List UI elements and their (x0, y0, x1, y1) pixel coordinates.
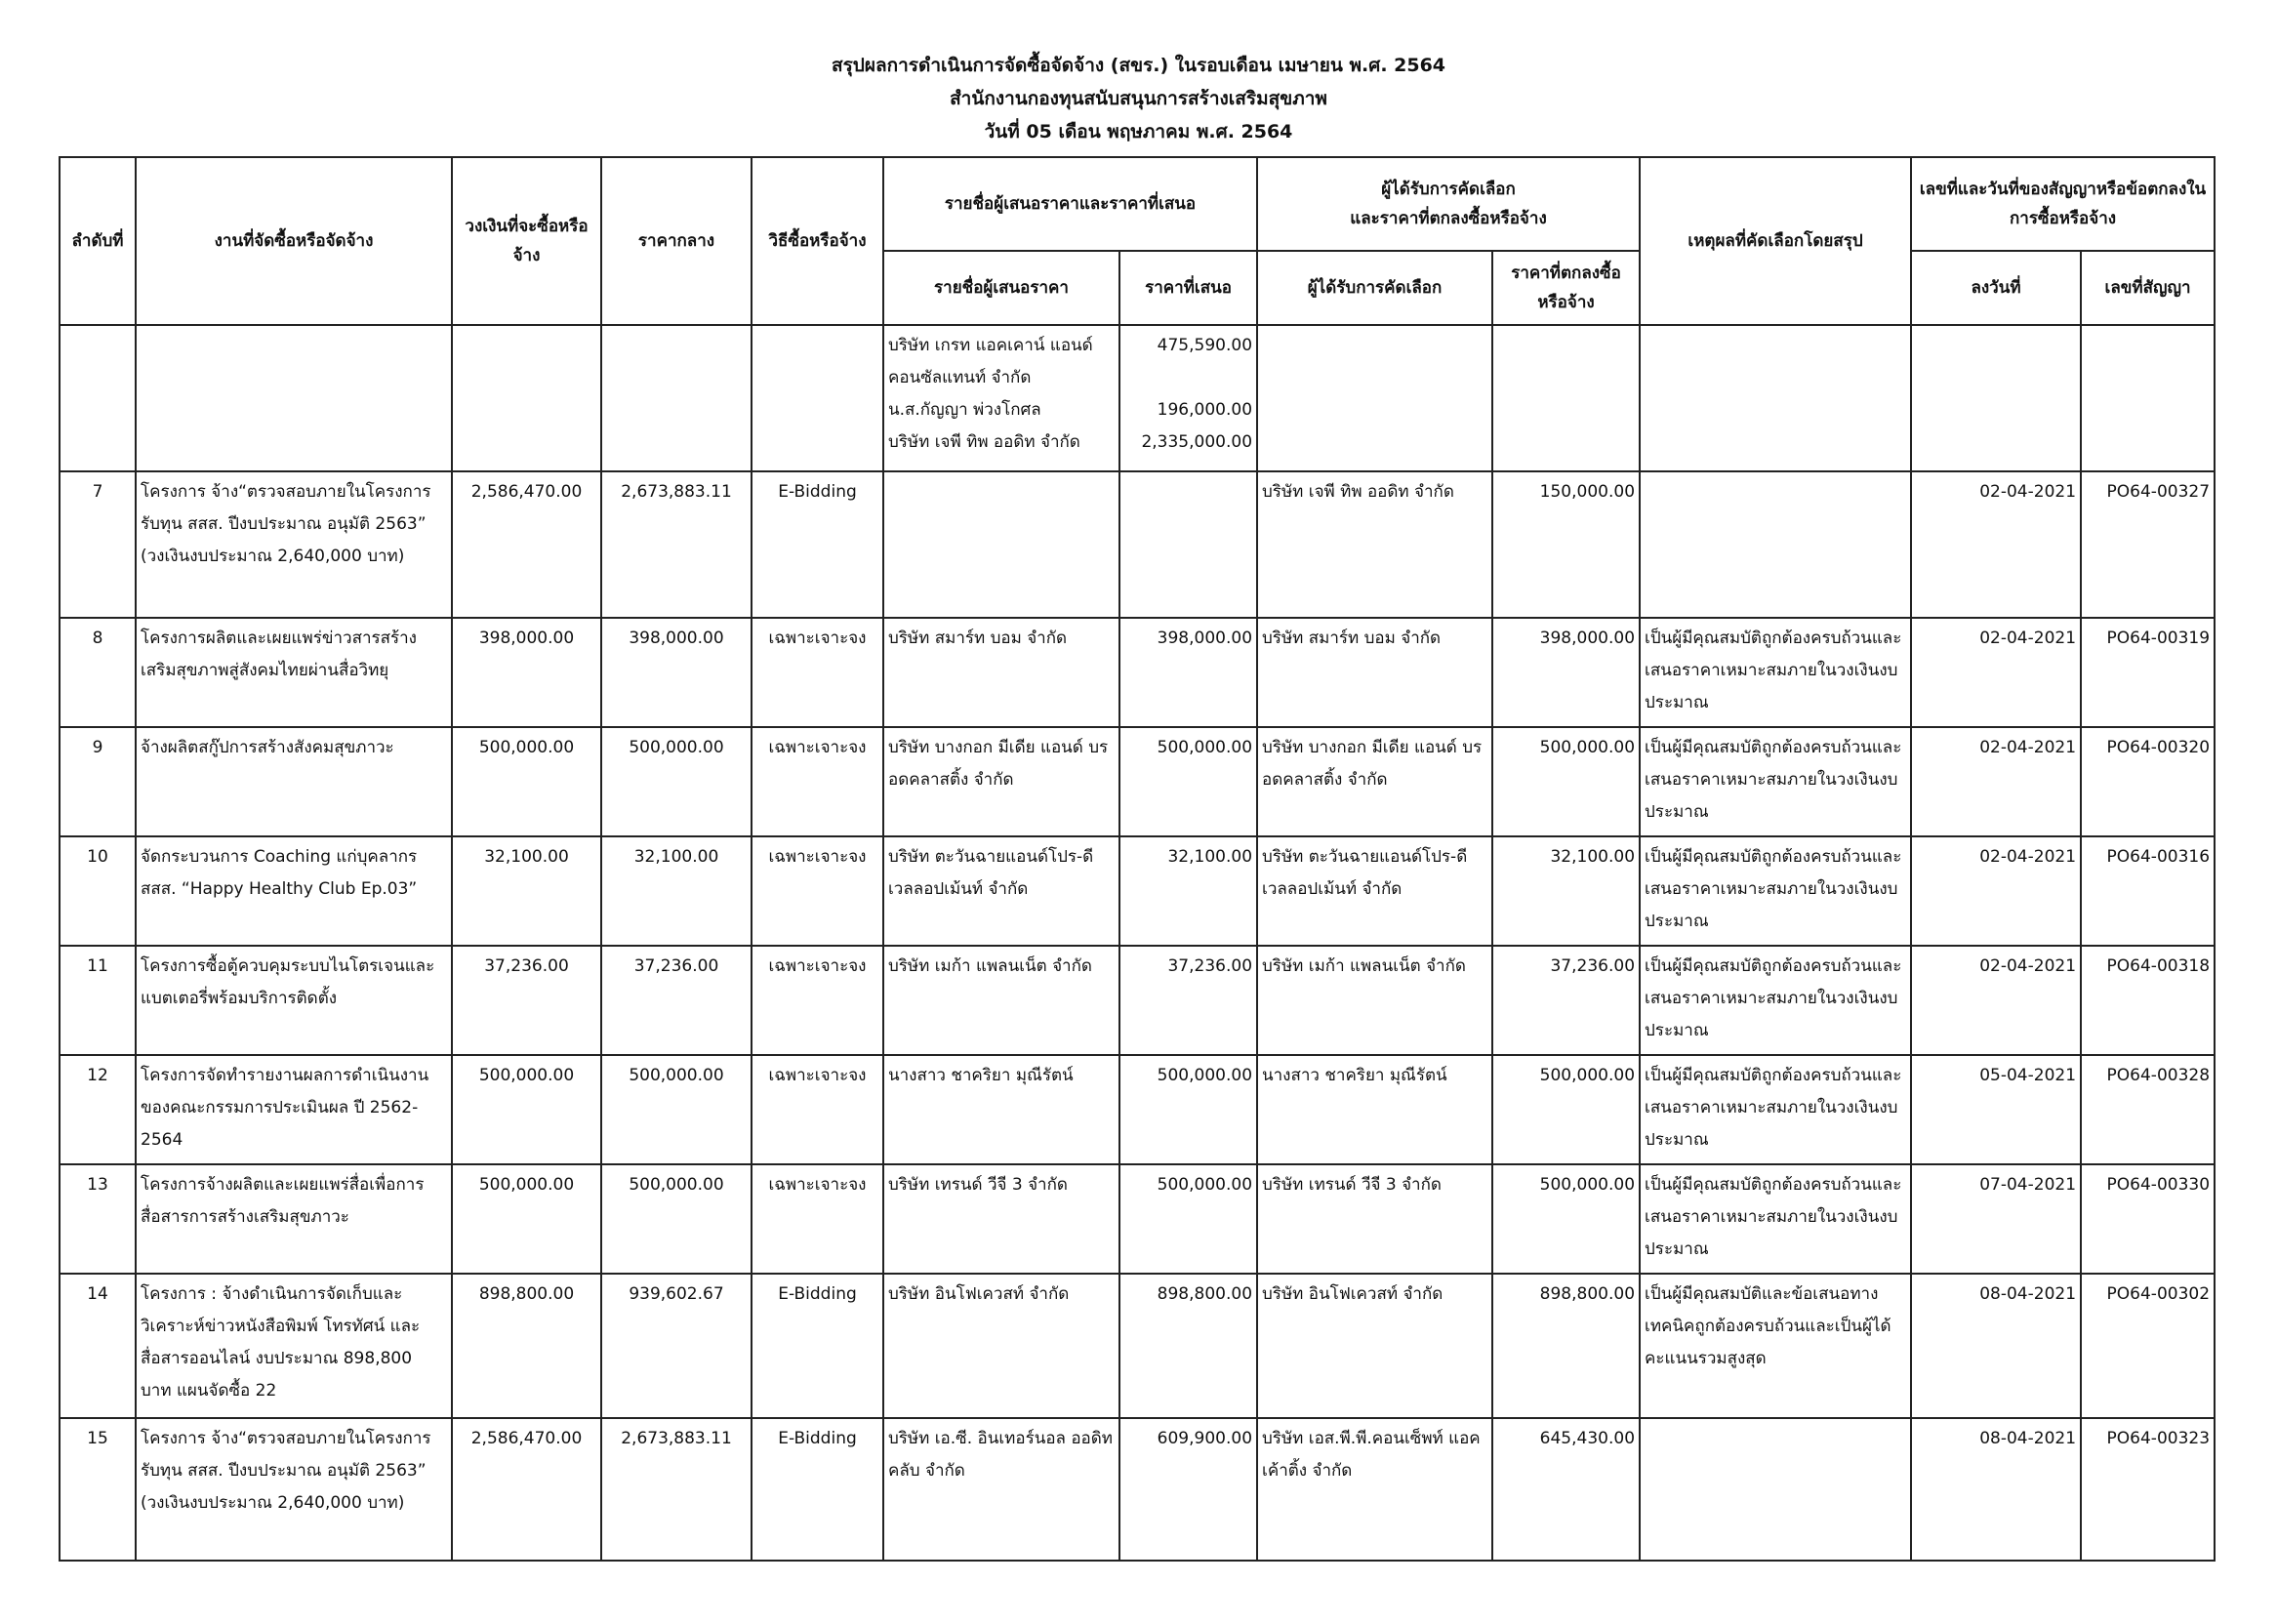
cell-reason: เป็นผู้มีคุณสมบัติถูกต้องครบถ้วนและเสนอราคาเหมาะสมภายในวงเงินงบประมาณ (1640, 1055, 1911, 1164)
cell-bidder: บริษัท อินโฟเควสท์ จำกัด (883, 1274, 1119, 1418)
col-header-contract-date: ลงวันที่ (1911, 251, 2081, 325)
cell-median: 2,673,883.11 (601, 1418, 752, 1561)
document-header (0, 49, 2277, 148)
cell-no: 7 (60, 471, 136, 618)
cell-bidder: บริษัท บางกอก มีเดีย แอนด์ บรอดคลาสติ้ง จำกัด (883, 727, 1119, 836)
cell-date: 08-04-2021 (1911, 1418, 2081, 1561)
cell-budget: 32,100.00 (452, 836, 601, 946)
cell-date: 02-04-2021 (1911, 946, 2081, 1055)
cell-no: 14 (60, 1274, 136, 1418)
col-header-agreed-price: ราคาที่ตกลงซื้อหรือจ้าง (1492, 251, 1640, 325)
col-header-method: วิธีซื้อหรือจ้าง (752, 157, 883, 325)
cell-work: โครงการ : จ้างดำเนินการจัดเก็บและวิเคราะห์ข่าวหนังสือพิมพ์ โทรทัศน์ และสื่อสารออนไลน์ งบประมาณ 898,800 บาท แผนจัดซื้อ 22 (136, 1274, 452, 1418)
cell-reason: เป็นผู้มีคุณสมบัติถูกต้องครบถ้วนและเสนอราคาเหมาะสมภายในวงเงินงบประมาณ (1640, 946, 1911, 1055)
cell-budget: 898,800.00 (452, 1274, 601, 1418)
cell-bidder: บริษัท เอ.ซี. อินเทอร์นอล ออดิท คลับ จำกัด (883, 1418, 1119, 1561)
cell-work: โครงการ จ้าง“ตรวจสอบภายในโครงการรับทุน สสส. ปีงบประมาณ อนุมัติ 2563” (วงเงินงบประมาณ 2,640,000 บาท) (136, 471, 452, 618)
cell-no: 11 (60, 946, 136, 1055)
cell-method: เฉพาะเจาะจง (752, 836, 883, 946)
table-row (60, 1164, 2215, 1274)
continued-bid-price: 2,335,000.00 (1141, 432, 1253, 452)
cell-no: 15 (60, 1418, 136, 1561)
cell-date: 02-04-2021 (1911, 471, 2081, 618)
cell-bid-price (1119, 471, 1257, 618)
cell-no: 13 (60, 1164, 136, 1274)
cell-method: E-Bidding (752, 471, 883, 618)
cell-work: โครงการซื้อตู้ควบคุมระบบไนโตรเจนและแบตเตอรี่พร้อมบริการติดตั้ง (136, 946, 452, 1055)
col-header-work: งานที่จัดซื้อหรือจัดจ้าง (136, 157, 452, 325)
cell-selected: บริษัท เมก้า แพลนเน็ต จำกัด (1257, 946, 1492, 1055)
cell-agreed: 398,000.00 (1492, 618, 1640, 727)
cell-median: 37,236.00 (601, 946, 752, 1055)
cell-reason (1640, 1418, 1911, 1561)
cell-bid-price: 898,800.00 (1119, 1274, 1257, 1418)
cell-no: 10 (60, 836, 136, 946)
cell-selected: บริษัท สมาร์ท บอม จำกัด (1257, 618, 1492, 727)
cell-date: 02-04-2021 (1911, 618, 2081, 727)
cell-date: 02-04-2021 (1911, 836, 2081, 946)
cell-work: โครงการจ้างผลิตและเผยแพร่สื่อเพื่อการสื่อสารการสร้างเสริมสุขภาวะ (136, 1164, 452, 1274)
cell-method: เฉพาะเจาะจง (752, 1164, 883, 1274)
cell-agreed: 500,000.00 (1492, 727, 1640, 836)
cell-method: E-Bidding (752, 1274, 883, 1418)
col-header-selected-group (1257, 157, 1640, 251)
col-header-reason: เหตุผลที่คัดเลือกโดยสรุป (1640, 157, 1911, 325)
col-header-median: ราคากลาง (601, 157, 752, 325)
cell-budget: 500,000.00 (452, 727, 601, 836)
cell-method: เฉพาะเจาะจง (752, 618, 883, 727)
continued-bid-price: 196,000.00 (1157, 400, 1253, 420)
cell-budget: 500,000.00 (452, 1055, 601, 1164)
cell-selected: บริษัท เอส.พี.พี.คอนเซ็พท์ แอคเค้าติ้ง จำกัด (1257, 1418, 1492, 1561)
cell-reason (1640, 471, 1911, 618)
cell-contract: PO64-00318 (2081, 946, 2215, 1055)
cell-bidder (883, 471, 1119, 618)
table-row (60, 1418, 2215, 1561)
cell-contract: PO64-00330 (2081, 1164, 2215, 1274)
cell-work: จัดกระบวนการ Coaching แก่บุคลากร สสส. “Happy Healthy Club Ep.03” (136, 836, 452, 946)
cell-reason: เป็นผู้มีคุณสมบัติถูกต้องครบถ้วนและเสนอราคาเหมาะสมภายในวงเงินงบประมาณ (1640, 1164, 1911, 1274)
cell-bidder: บริษัท ตะวันฉายแอนด์โปร-ดีเวลลอปเม้นท์ จำกัด (883, 836, 1119, 946)
cell-bidder: บริษัท เมก้า แพลนเน็ต จำกัด (883, 946, 1119, 1055)
cell-reason: เป็นผู้มีคุณสมบัติถูกต้องครบถ้วนและเสนอราคาเหมาะสมภายในวงเงินงบประมาณ (1640, 727, 1911, 836)
cell-date: 05-04-2021 (1911, 1055, 2081, 1164)
cell-contract: PO64-00316 (2081, 836, 2215, 946)
cell-date: 07-04-2021 (1911, 1164, 2081, 1274)
cell-contract: PO64-00328 (2081, 1055, 2215, 1164)
cell-no: 8 (60, 618, 136, 727)
cell-bid-price: 500,000.00 (1119, 1055, 1257, 1164)
cell-work: จ้างผลิตสกู๊ปการสร้างสังคมสุขภาวะ (136, 727, 452, 836)
cell-median: 2,673,883.11 (601, 471, 752, 618)
cell-bidder: บริษัท เทรนด์ วีจี 3 จำกัด (883, 1164, 1119, 1274)
cell-bid-price: 609,900.00 (1119, 1418, 1257, 1561)
cell-selected (1257, 325, 1492, 471)
col-header-bidder-name: รายชื่อผู้เสนอราคา (883, 251, 1119, 325)
cell-selected: บริษัท บางกอก มีเดีย แอนด์ บรอดคลาสติ้ง จำกัด (1257, 727, 1492, 836)
selected-group-line-1: ผู้ได้รับการคัดเลือก (1381, 180, 1516, 199)
table-row (60, 727, 2215, 836)
organization-name: สำนักงานกองทุนสนับสนุนการสร้างเสริมสุขภาพ (950, 88, 1327, 109)
cell-contract: PO64-00327 (2081, 471, 2215, 618)
table-row (60, 1274, 2215, 1418)
cell-median: 500,000.00 (601, 1164, 752, 1274)
cell-contract: PO64-00302 (2081, 1274, 2215, 1418)
spacer (1124, 362, 1252, 394)
cell-bid-price: 500,000.00 (1119, 727, 1257, 836)
cell-reason: เป็นผู้มีคุณสมบัติถูกต้องครบถ้วนและเสนอราคาเหมาะสมภายในวงเงินงบประมาณ (1640, 618, 1911, 727)
cell-bid-price: 500,000.00 (1119, 1164, 1257, 1274)
cell-bid-price: 398,000.00 (1119, 618, 1257, 727)
cell-work: โครงการ จ้าง“ตรวจสอบภายในโครงการรับทุน สสส. ปีงบประมาณ อนุมัติ 2563” (วงเงินงบประมาณ 2,640,000 บาท) (136, 1418, 452, 1561)
cell-agreed (1492, 325, 1640, 471)
procurement-table (59, 156, 2216, 1562)
cell-no (60, 325, 136, 471)
cell-date: 08-04-2021 (1911, 1274, 2081, 1418)
cell-budget: 398,000.00 (452, 618, 601, 727)
cell-median: 500,000.00 (601, 1055, 752, 1164)
cell-median: 939,602.67 (601, 1274, 752, 1418)
table-row (60, 618, 2215, 727)
col-header-contract-no: เลขที่สัญญา (2081, 251, 2215, 325)
cell-selected: บริษัท เจพี ทิพ ออดิท จำกัด (1257, 471, 1492, 618)
cell-bidder: นางสาว ชาคริยา มุณีรัตน์ (883, 1055, 1119, 1164)
cell-reason (1640, 325, 1911, 471)
cell-agreed: 898,800.00 (1492, 1274, 1640, 1418)
cell-reason: เป็นผู้มีคุณสมบัติและข้อเสนอทางเทคนิคถูกต้องครบถ้วนและเป็นผู้ได้คะแนนรวมสูงสุด (1640, 1274, 1911, 1418)
table-row (60, 836, 2215, 946)
table-body (60, 325, 2215, 1561)
cell-agreed: 645,430.00 (1492, 1418, 1640, 1561)
cell-selected: บริษัท ตะวันฉายแอนด์โปร-ดีเวลลอปเม้นท์ จำกัด (1257, 836, 1492, 946)
table-header (60, 157, 2215, 325)
cell-date: 02-04-2021 (1911, 727, 2081, 836)
cell-bidder: บริษัท สมาร์ท บอม จำกัด (883, 618, 1119, 727)
col-header-bid-price: ราคาที่เสนอ (1119, 251, 1257, 325)
cell-budget (452, 325, 601, 471)
cell-median: 500,000.00 (601, 727, 752, 836)
cell-no: 12 (60, 1055, 136, 1164)
cell-no: 9 (60, 727, 136, 836)
table-row (60, 471, 2215, 618)
table-row (60, 1055, 2215, 1164)
cell-bid-price: 32,100.00 (1119, 836, 1257, 946)
cell-date (1911, 325, 2081, 471)
cell-work (136, 325, 452, 471)
cell-contract (2081, 325, 2215, 471)
cell-method (752, 325, 883, 471)
cell-agreed: 500,000.00 (1492, 1164, 1640, 1274)
col-header-budget: วงเงินที่จะซื้อหรือจ้าง (452, 157, 601, 325)
report-date: วันที่ 05 เดือน พฤษภาคม พ.ศ. 2564 (984, 121, 1293, 142)
cell-work: โครงการผลิตและเผยแพร่ข่าวสารสร้างเสริมสุขภาพสู่สังคมไทยผ่านสื่อวิทยุ (136, 618, 452, 727)
cell-bid-prices-continued (1119, 325, 1257, 471)
cell-method: E-Bidding (752, 1418, 883, 1561)
cell-median: 398,000.00 (601, 618, 752, 727)
document-title: สรุปผลการดำเนินการจัดซื้อจัดจ้าง (สขร.) ในรอบเดือน เมษายน พ.ศ. 2564 (831, 55, 1446, 76)
cell-bidders-continued (883, 325, 1119, 471)
continued-bid-price: 475,590.00 (1157, 336, 1253, 355)
cell-reason: เป็นผู้มีคุณสมบัติถูกต้องครบถ้วนและเสนอราคาเหมาะสมภายในวงเงินงบประมาณ (1640, 836, 1911, 946)
col-header-selected-name: ผู้ได้รับการคัดเลือก (1257, 251, 1492, 325)
cell-budget: 500,000.00 (452, 1164, 601, 1274)
cell-selected: บริษัท อินโฟเควสท์ จำกัด (1257, 1274, 1492, 1418)
continuation-row (60, 325, 2215, 471)
cell-agreed: 500,000.00 (1492, 1055, 1640, 1164)
cell-selected: บริษัท เทรนด์ วีจี 3 จำกัด (1257, 1164, 1492, 1274)
cell-contract: PO64-00320 (2081, 727, 2215, 836)
col-header-no: ลำดับที่ (60, 157, 136, 325)
continued-bidder-name: น.ส.กัญญา พ่วงโกศล (888, 400, 1041, 420)
cell-agreed: 32,100.00 (1492, 836, 1640, 946)
cell-method: เฉพาะเจาะจง (752, 1055, 883, 1164)
cell-budget: 2,586,470.00 (452, 471, 601, 618)
selected-group-line-2: และราคาที่ตกลงซื้อหรือจ้าง (1350, 209, 1547, 228)
continued-bidder-name: บริษัท เกรท แอคเคาน์ แอนด์ คอนซัลแทนท์ จำกัด (888, 336, 1093, 387)
cell-bid-price: 37,236.00 (1119, 946, 1257, 1055)
cell-contract: PO64-00319 (2081, 618, 2215, 727)
cell-agreed: 150,000.00 (1492, 471, 1640, 618)
cell-median (601, 325, 752, 471)
cell-method: เฉพาะเจาะจง (752, 727, 883, 836)
cell-budget: 2,586,470.00 (452, 1418, 601, 1561)
cell-agreed: 37,236.00 (1492, 946, 1640, 1055)
continued-bidder-name: บริษัท เจพี ทิพ ออดิท จำกัด (888, 432, 1080, 452)
cell-budget: 37,236.00 (452, 946, 601, 1055)
cell-selected: นางสาว ชาคริยา มุณีรัตน์ (1257, 1055, 1492, 1164)
cell-method: เฉพาะเจาะจง (752, 946, 883, 1055)
cell-contract: PO64-00323 (2081, 1418, 2215, 1561)
col-header-bidders-group: รายชื่อผู้เสนอราคาและราคาที่เสนอ (883, 157, 1257, 251)
cell-work: โครงการจัดทำรายงานผลการดำเนินงานของคณะกรรมการประเมินผล ปี 2562-2564 (136, 1055, 452, 1164)
table-row (60, 946, 2215, 1055)
cell-median: 32,100.00 (601, 836, 752, 946)
col-header-contract-group: เลขที่และวันที่ของสัญญาหรือข้อตกลงในการซื้อหรือจ้าง (1911, 157, 2215, 251)
